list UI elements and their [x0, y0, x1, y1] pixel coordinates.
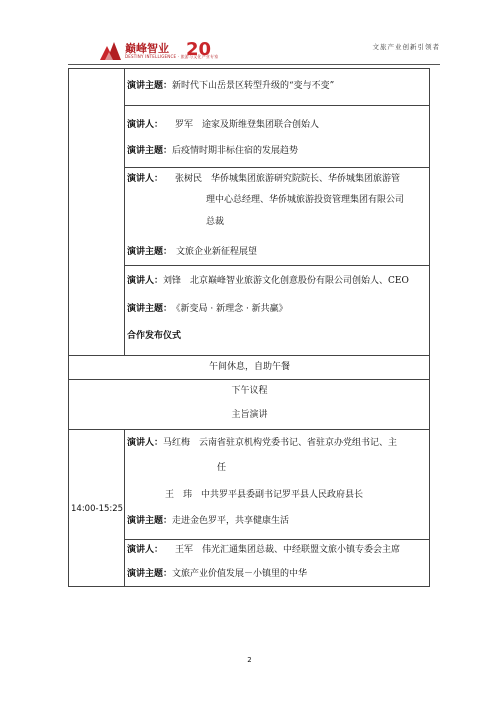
- speaker-title-continued: 理中心总经理、华侨城旅游投资管理集团有限公司: [206, 195, 405, 205]
- keynote-subtitle: 主旨演讲: [231, 410, 268, 420]
- row-divider: [69, 429, 430, 430]
- speaker-title-continued: 任: [217, 463, 227, 473]
- ceremony-row: 合作发布仪式: [127, 331, 182, 341]
- talk-topic-row: 演讲主题：新时代下山岳景区转型升级的“变与不变”: [127, 81, 335, 91]
- row-divider: [69, 355, 430, 356]
- column-divider-bottom: [124, 429, 125, 587]
- talk-topic-row: 演讲主题： 《新变局 · 新理念 · 新共赢》: [127, 304, 288, 314]
- speaker-row: 演讲人：马红梅 云南省驻京机构党委书记、省驻京办党组书记、主: [127, 438, 398, 448]
- column-divider-top: [124, 69, 125, 355]
- agenda-table: [68, 68, 430, 587]
- row-divider: [69, 379, 430, 380]
- row-divider: [124, 539, 430, 540]
- brand-logo-icon: [100, 40, 122, 60]
- row-divider: [124, 105, 430, 106]
- talk-topic-row: 演讲主题：后疫情时期非标住宿的发展趋势: [127, 146, 299, 156]
- speaker-row: 演讲人： 王军 伟光汇通集团总裁、中经联盟文旅小镇专委会主席: [127, 545, 401, 555]
- time-slot: 14:00-15:25: [71, 504, 124, 514]
- speaker-row: 演讲人：刘锋 北京巅峰智业旅游文化创意股份有限公司创始人、CEO: [127, 276, 409, 286]
- speaker-row: 演讲人： 罗军 途家及斯维登集团联合创始人: [127, 120, 320, 130]
- afternoon-title: 下午议程: [231, 386, 268, 396]
- header-divider: [68, 64, 440, 65]
- talk-topic-row: 演讲主题： 文旅企业新征程展望: [127, 247, 258, 257]
- talk-topic-row: 演讲主题：走进金色罗平，共享健康生活: [127, 516, 290, 526]
- brand-tagline: DESTINY INTELLIGENCE · 旅游与文化产业专家: [125, 54, 219, 59]
- lunch-break: 午间休息，自助午餐: [208, 362, 290, 372]
- speaker-row: 王 玮 中共罗平县委副书记罗平县人民政府县长: [165, 490, 364, 500]
- anniversary-number: 20: [186, 39, 212, 60]
- speaker-row: 演讲人： 张树民 华侨城集团旅游研究院院长、华侨城集团旅游管: [127, 174, 401, 184]
- anniversary-badge-icon: [186, 38, 216, 60]
- row-divider: [124, 167, 430, 168]
- page-number: 2: [247, 656, 252, 664]
- speaker-title-continued: 总裁: [206, 217, 225, 227]
- talk-topic-row: 演讲主题：文旅产业价值发展－小镇里的中华: [127, 569, 308, 579]
- brand-name: 巅峰智业: [125, 42, 169, 55]
- header-slogan: 文旅产业创新引领者: [372, 43, 440, 51]
- page-header: [68, 36, 440, 64]
- row-divider: [124, 265, 430, 266]
